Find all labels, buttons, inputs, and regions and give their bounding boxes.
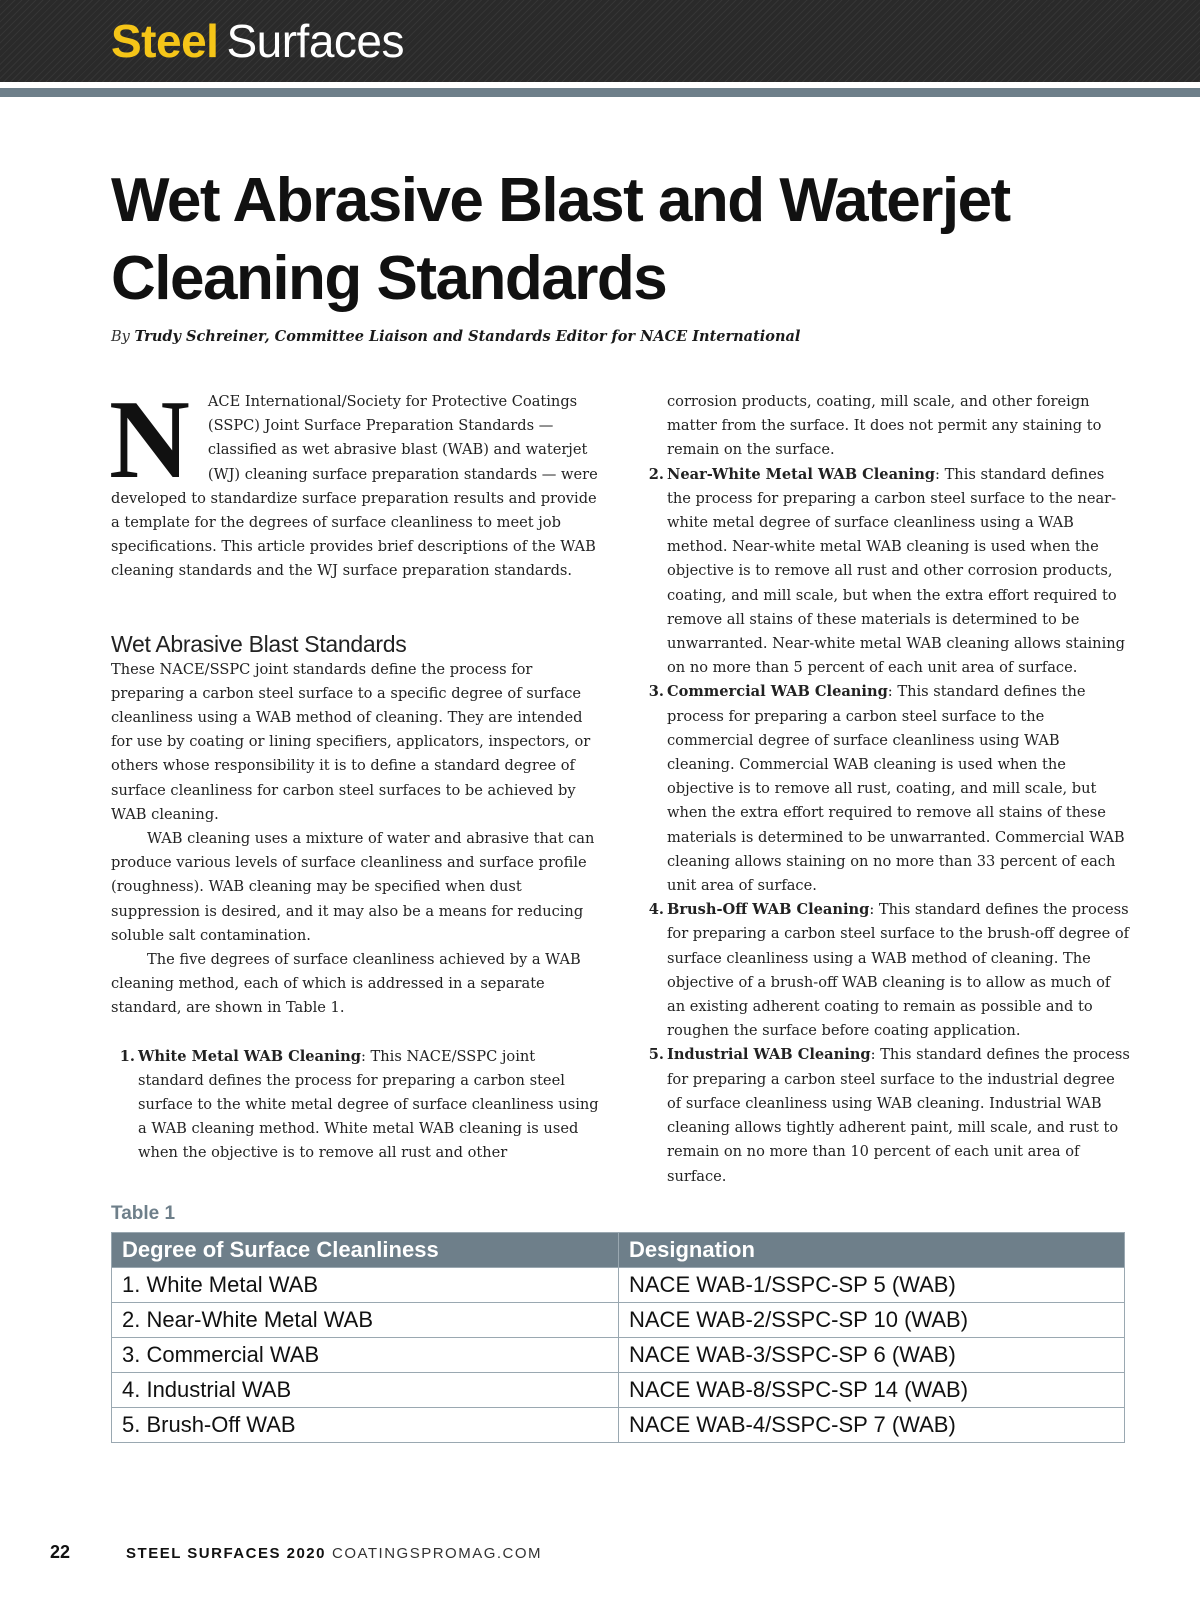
byline-prefix: By <box>111 329 130 345</box>
masthead-logo <box>111 13 404 69</box>
standards-list <box>111 1045 601 1166</box>
list-item <box>111 1045 601 1166</box>
left-column <box>109 378 601 1166</box>
list-text: : This standard defines the process for preparing a carbon steel surface to the near-white metal degree of surface cleanliness using a WAB method. Near-white metal WAB cleaning is used when the objective is to remove all rust and other corrosion products, coating, and mill scale, but when the extra effort required to remove all stains of these materials is determined to be unwarranted. Near-white metal WAB cleaning allows staining on no more than 5 percent of each unit area of surface. <box>667 465 1125 677</box>
list-term: Industrial WAB Cleaning <box>667 1046 871 1064</box>
table-cell: NACE WAB-1/SSPC-SP 5 (WAB) <box>619 1268 1125 1303</box>
cleanliness-table <box>111 1232 1125 1443</box>
table-cell: NACE WAB-4/SSPC-SP 7 (WAB) <box>619 1408 1125 1443</box>
table-label: Table 1 <box>111 1203 176 1224</box>
article-title: Wet Abrasive Blast and Waterjet Cleaning Standards <box>111 166 1010 313</box>
page-footer <box>50 1542 542 1563</box>
masthead-brand-regular: Surfaces <box>226 15 404 67</box>
list-number: 3. <box>648 683 664 701</box>
table-cell: 4. Industrial WAB <box>112 1373 619 1408</box>
masthead-brand-bold: Steel <box>111 15 219 67</box>
table-cell: 3. Commercial WAB <box>112 1338 619 1373</box>
website-link[interactable]: COATINGSPROMAG.COM <box>331 1545 543 1562</box>
article-byline <box>111 328 1111 345</box>
list-number: 5. <box>648 1046 664 1064</box>
right-column <box>640 390 1130 1189</box>
list-text: : This standard defines the process for preparing a carbon steel surface to the commercial degree of surface cleanliness using WAB cleaning. Commercial WAB cleaning is used when the objective is to remove all rust, coating, and mill scale, but when the extra effort required to remove all stains of these materials is determined to be unwarranted. Commercial WAB cleaning allows staining on no more than 33 percent of each unit area of surface. <box>667 683 1125 895</box>
table-row <box>112 1373 1125 1408</box>
table-cell: NACE WAB-8/SSPC-SP 14 (WAB) <box>619 1373 1125 1408</box>
body-paragraph: These NACE/SSPC joint standards define the process for preparing a carbon steel surface to a specific degree of surface cleanliness using a WAB method of cleaning. They are intended for use by coating or lining specifiers, applicators, inspectors, or others whose responsibility it is to define a standard degree of surface cleanliness for carbon steel surfaces to be achieved by WAB cleaning. <box>111 660 591 823</box>
list-item <box>640 1043 1130 1188</box>
list-term: Near-White Metal WAB Cleaning <box>667 465 936 483</box>
masthead-rule <box>0 88 1200 97</box>
list-text: : This standard defines the process for preparing a carbon steel surface to the brush-off degree of surface cleanliness using a WAB method of cleaning. The objective of a brush-off WAB cleaning is to allow as much of an existing adherent coating to remain as possible and to roughen the surface before coating application. <box>667 901 1130 1040</box>
list-item <box>640 463 1130 681</box>
intro-text: ACE International/Society for Protective Coatings (SSPC) Joint Surface Preparation Standards — classified as wet abrasive blast (WAB) and waterjet (WJ) cleaning surface preparation standards — were developed to standardize surface preparation results and provide a template for the degrees of surface cleanliness to meet job specifications. This article provides brief descriptions of the WAB cleaning standards and the WJ surface preparation standards. <box>111 393 598 580</box>
table-row <box>112 1338 1125 1373</box>
table-cell: 2. Near-White Metal WAB <box>112 1303 619 1338</box>
list-item <box>640 898 1130 1043</box>
drop-cap: N <box>109 378 190 502</box>
section-heading: Wet Abrasive Blast Standards <box>111 630 407 657</box>
table-cell: 1. White Metal WAB <box>112 1268 619 1303</box>
list-text: : This standard defines the process for preparing a carbon steel surface to the industrial degree of surface cleanliness using WAB cleaning. Industrial WAB cleaning allows tightly adherent paint, mill scale, and rust to remain on no more than 10 percent of each unit area of surface. <box>667 1046 1130 1185</box>
list-term: White Metal WAB Cleaning <box>138 1047 361 1065</box>
table-cell: NACE WAB-2/SSPC-SP 10 (WAB) <box>619 1303 1125 1338</box>
publication-name: STEEL SURFACES 2020 <box>126 1545 326 1562</box>
column-header: Degree of Surface Cleanliness <box>112 1233 619 1268</box>
list-text: corrosion products, coating, mill scale, and other foreign matter from the surface. It does not permit any staining to remain on the surface. <box>667 393 1102 459</box>
table-row <box>112 1268 1125 1303</box>
byline-author: Trudy Schreiner, Committee Liaison and Standards Editor for NACE International <box>134 328 801 345</box>
list-term: Commercial WAB Cleaning <box>667 683 888 701</box>
list-item <box>640 680 1130 898</box>
list-number: 4. <box>648 901 664 919</box>
table-cell: 5. Brush-Off WAB <box>112 1408 619 1443</box>
body-paragraph: The five degrees of surface cleanliness achieved by a WAB cleaning method, each of which is addressed in a separate standard, are shown in Table 1. <box>111 951 581 1017</box>
body-paragraph: WAB cleaning uses a mixture of water and abrasive that can produce various levels of surface cleanliness and surface profile (roughness). WAB cleaning may be specified when dust suppression is desired, and it may also be a means for reducing soluble salt contamination. <box>111 830 595 944</box>
table-row <box>112 1408 1125 1443</box>
intro-paragraph <box>109 378 601 584</box>
list-number: 1. <box>119 1047 135 1065</box>
column-header: Designation <box>619 1233 1125 1268</box>
list-text: : This NACE/SSPC joint standard defines the process for preparing a carbon steel surface to the white metal degree of surface cleanliness using a WAB cleaning method. White metal WAB cleaning is used when the objective is to remove all rust and other <box>138 1047 599 1162</box>
page-number: 22 <box>50 1542 71 1562</box>
list-number: 2. <box>648 465 664 483</box>
list-item-continued <box>640 390 1130 463</box>
table-cell: NACE WAB-3/SSPC-SP 6 (WAB) <box>619 1338 1125 1373</box>
masthead-band <box>0 0 1200 82</box>
table-row <box>112 1303 1125 1338</box>
list-term: Brush-Off WAB Cleaning <box>667 901 870 919</box>
table-header-row <box>112 1233 1125 1268</box>
